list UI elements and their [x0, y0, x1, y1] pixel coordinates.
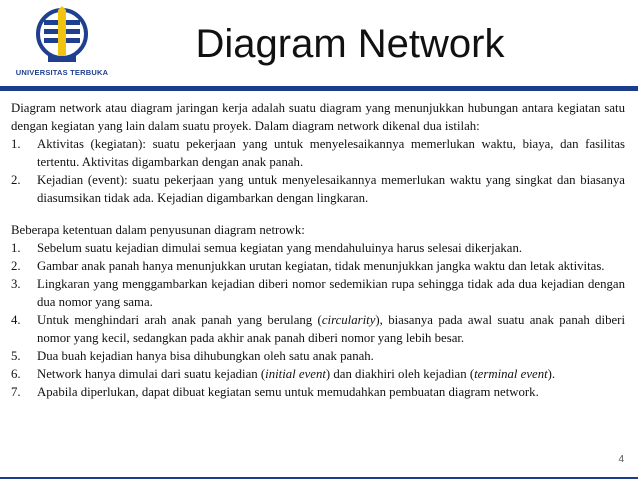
university-emblem-icon [36, 6, 88, 66]
list-number: 4. [11, 313, 21, 327]
list-item [11, 311, 625, 347]
list-text: Kejadian (event): suatu pekerjaan yang untuk menyelesaikannya memerlukan waktu yang singkat dan biasanya diasumsikan tidak ada. Kejadian digambarkan dengan lingkaran. [37, 173, 625, 205]
university-logo [6, 6, 118, 82]
list-item [11, 383, 625, 401]
list-text: Untuk menghindari arah anak panah yang berulang (circularity), biasanya pada awal suatu anak panah diberi nomor yang kecil, sedangkan pada akhir anak panah diberi nomor yang lebih besar. [37, 313, 626, 345]
list-number: 2. [11, 173, 21, 187]
list-number: 1. [11, 137, 21, 151]
list-text: Network hanya dimulai dari suatu kejadian (initial event) dan diakhiri oleh kejadian (terminal event). [37, 367, 556, 381]
slide-content [11, 99, 625, 401]
page-title: Diagram Network [195, 22, 505, 66]
header-divider [0, 86, 638, 91]
rules-list [11, 239, 625, 401]
rules-heading: Beberapa ketentuan dalam penyusunan diagram netrowk: [11, 223, 305, 237]
list-number: 7. [11, 385, 21, 399]
intro-paragraph: Diagram network atau diagram jaringan kerja adalah suatu diagram yang menunjukkan hubungan antara kegiatan satu dengan kegiatan yang lain dalam suatu proyek. Dalam diagram network dikenal dua istilah: [11, 101, 625, 133]
list-number: 1. [11, 241, 21, 255]
list-item [11, 171, 625, 207]
list-text: Gambar anak panah hanya menunjukkan urutan kegiatan, tidak menunjukkan jangka waktu dan letak aktivitas. [37, 259, 605, 273]
list-item [11, 347, 625, 365]
list-text: Lingkaran yang menggambarkan kejadian diberi nomor sedemikian rupa sehingga tidak ada dua kejadian dengan dua nomor yang sama. [37, 277, 625, 309]
list-number: 3. [11, 277, 21, 291]
page-number: 4 [618, 454, 624, 465]
list-item [11, 239, 625, 257]
list-text: Aktivitas (kegiatan): suatu pekerjaan yang untuk menyelesaikannya memerlukan waktu, biaya, dan fasilitas tertentu. Aktivitas digambarkan dengan anak panah. [37, 137, 625, 169]
terms-list [11, 135, 625, 207]
list-item [11, 365, 625, 383]
list-item [11, 135, 625, 171]
logo-text: UNIVERSITAS TERBUKA [15, 68, 109, 77]
list-text: Dua buah kejadian hanya bisa dihubungkan oleh satu anak panah. [37, 349, 374, 363]
list-item [11, 257, 625, 275]
list-text: Sebelum suatu kejadian dimulai semua kegiatan yang mendahuluinya harus selesai dikerjakan. [37, 241, 523, 255]
list-number: 5. [11, 349, 21, 363]
list-item [11, 275, 625, 311]
list-number: 6. [11, 367, 21, 381]
list-number: 2. [11, 259, 21, 273]
list-text: Apabila diperlukan, dapat dibuat kegiatan semu untuk memudahkan pembuatan diagram network. [37, 385, 539, 399]
